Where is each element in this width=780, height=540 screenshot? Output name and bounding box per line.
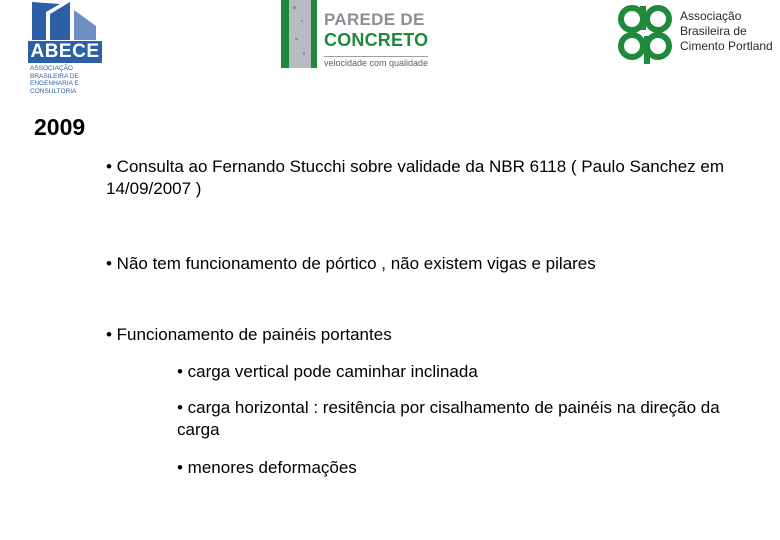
abece-subtitle: ASSOCIAÇÃO BRASILEIRA DE ENGENHARIA E CONSULTORIA [30,65,79,95]
sub-bullet-carga-horizontal: • carga horizontal : resitência por cisalhamento de painéis na direção da carga [177,398,720,439]
sub-bullet-carga-vertical: • carga vertical pode caminhar inclinada [177,362,478,381]
abece-name: ABECE [28,41,102,63]
parede-line2: CONCRETO [324,30,429,50]
bullet-consulta: • Consulta ao Fernando Stucchi sobre validade da NBR 6118 ( Paulo Sanchez em 14/09/2007 ) [106,157,725,198]
abcp-emblem-icon [616,2,676,66]
abece-emblem-icon [26,0,100,40]
bullet-portico: • Não tem funcionamento de pórtico , não existem vigas e pilares [106,254,596,273]
parede-de-concreto-logo [281,0,429,70]
sub-bullet-deformacoes: • menores deformações [177,458,357,477]
abcp-name: Associação Brasileira de Cimento Portland [680,9,773,53]
abece-logo [24,0,104,100]
abcp-logo [616,2,780,66]
parede-line1: PAREDE DE [324,10,425,29]
parede-tagline: velocidade com qualidade [324,58,429,68]
concrete-wall-icon [281,0,317,68]
slide-year-heading: 2009 [34,114,86,140]
bullet-paineis: • Funcionamento de painéis portantes [106,325,392,344]
